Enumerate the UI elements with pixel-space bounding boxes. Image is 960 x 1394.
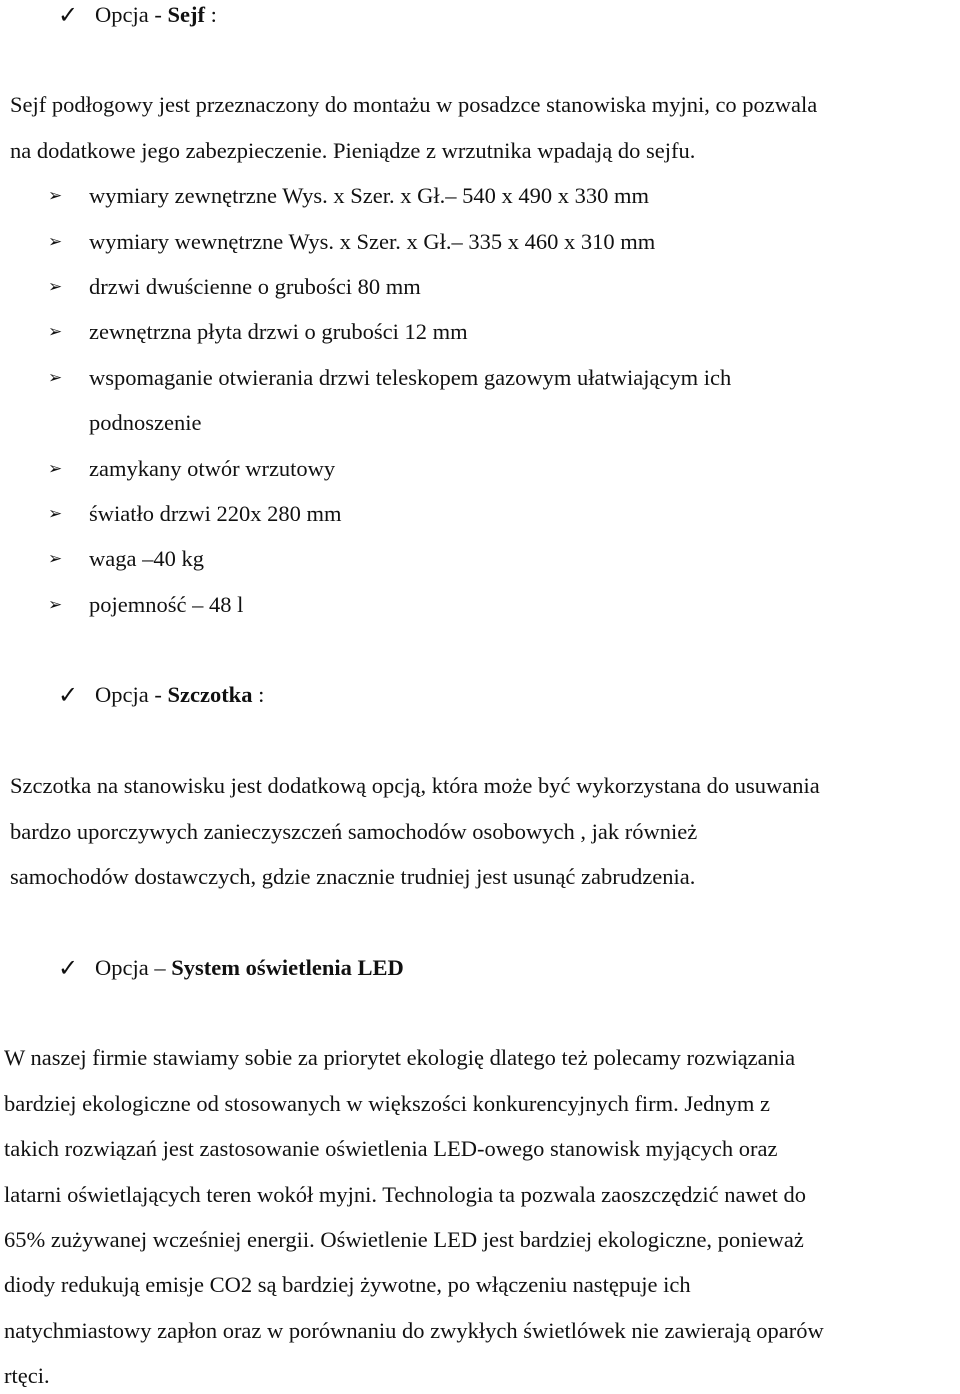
checkmark-icon: ✓ [58,954,79,982]
szczotka-paragraph-line: Szczotka na stanowisku jest dodatkową opcją, która może być wykorzystana do usuwania [10,773,820,798]
led-paragraph-line: 65% zużywanej wcześniej energii. Oświetlenie LED jest bardziej ekologiczne, ponieważ [4,1227,804,1252]
sejf-bullet: wymiary wewnętrzne Wys. x Szer. x Gł.– 335 x 460 x 310 mm [89,229,656,254]
checkmark-icon: ✓ [58,1,79,29]
led-paragraph-line: W naszej firmie stawiamy sobie za priorytet ekologię dlatego też polecamy rozwiązania [4,1045,796,1070]
sejf-bullet: zewnętrzna płyta drzwi o grubości 12 mm [89,319,468,344]
szczotka-heading: Opcja - Szczotka : [95,682,265,707]
arrowhead-bullet-icon: ➢ [48,595,63,615]
led-paragraph-line: rtęci. [4,1363,50,1388]
led-paragraph-line: bardziej ekologiczne od stosowanych w większości konkurencyjnych firm. Jednym z [4,1091,771,1116]
sejf-bullet: wymiary zewnętrzne Wys. x Szer. x Gł.– 540 x 490 x 330 mm [89,183,650,208]
arrowhead-bullet-icon: ➢ [48,368,63,388]
szczotka-paragraph-line: samochodów dostawczych, gdzie znacznie trudniej jest usunąć zabrudzenia. [10,864,696,889]
arrowhead-bullet-icon: ➢ [48,504,63,524]
sejf-bullet: pojemność – 48 l [89,592,244,617]
szczotka-heading-bold: Szczotka [167,682,253,707]
sejf-paragraph-line: na dodatkowe jego zabezpieczenie. Pieniądze z wrzutnika wpadają do sejfu. [10,138,696,163]
sejf-paragraph-line: Sejf podłogowy jest przeznaczony do montażu w posadzce stanowiska myjni, co pozwala [10,92,818,117]
led-paragraph-line: takich rozwiązań jest zastosowanie oświetlenia LED-owego stanowisk myjących oraz [4,1136,778,1161]
sejf-heading: Opcja - Sejf : [95,2,217,27]
arrowhead-bullet-icon: ➢ [48,277,63,297]
sejf-heading-bold: Sejf [167,2,205,27]
led-heading-bold: System oświetlenia LED [171,955,404,980]
sejf-bullet: wspomaganie otwierania drzwi teleskopem gazowym ułatwiającym ich [89,365,732,390]
led-paragraph-line: latarni oświetlających teren wokół myjni. Technologia ta pozwala zaoszczędzić nawet do [4,1182,807,1207]
arrowhead-bullet-icon: ➢ [48,549,63,569]
arrowhead-bullet-icon: ➢ [48,186,63,206]
szczotka-paragraph-line: bardzo uporczywych zanieczyszczeń samochodów osobowych , jak również [10,819,698,844]
arrowhead-bullet-icon: ➢ [48,459,63,479]
sejf-bullet-continuation: podnoszenie [89,410,202,435]
sejf-bullet: zamykany otwór wrzutowy [89,456,336,481]
sejf-bullet: światło drzwi 220x 280 mm [89,501,342,526]
sejf-bullet: waga –40 kg [89,546,204,571]
arrowhead-bullet-icon: ➢ [48,232,63,252]
sejf-bullet: drzwi dwuścienne o grubości 80 mm [89,274,421,299]
led-paragraph-line: natychmiastowy zapłon oraz w porównaniu do zwykłych świetlówek nie zawierają oparów [4,1318,824,1343]
led-paragraph-line: diody redukują emisje CO2 są bardziej żywotne, po włączeniu następuje ich [4,1272,691,1297]
checkmark-icon: ✓ [58,681,79,709]
led-heading: Opcja – System oświetlenia LED [95,955,404,980]
arrowhead-bullet-icon: ➢ [48,322,63,342]
